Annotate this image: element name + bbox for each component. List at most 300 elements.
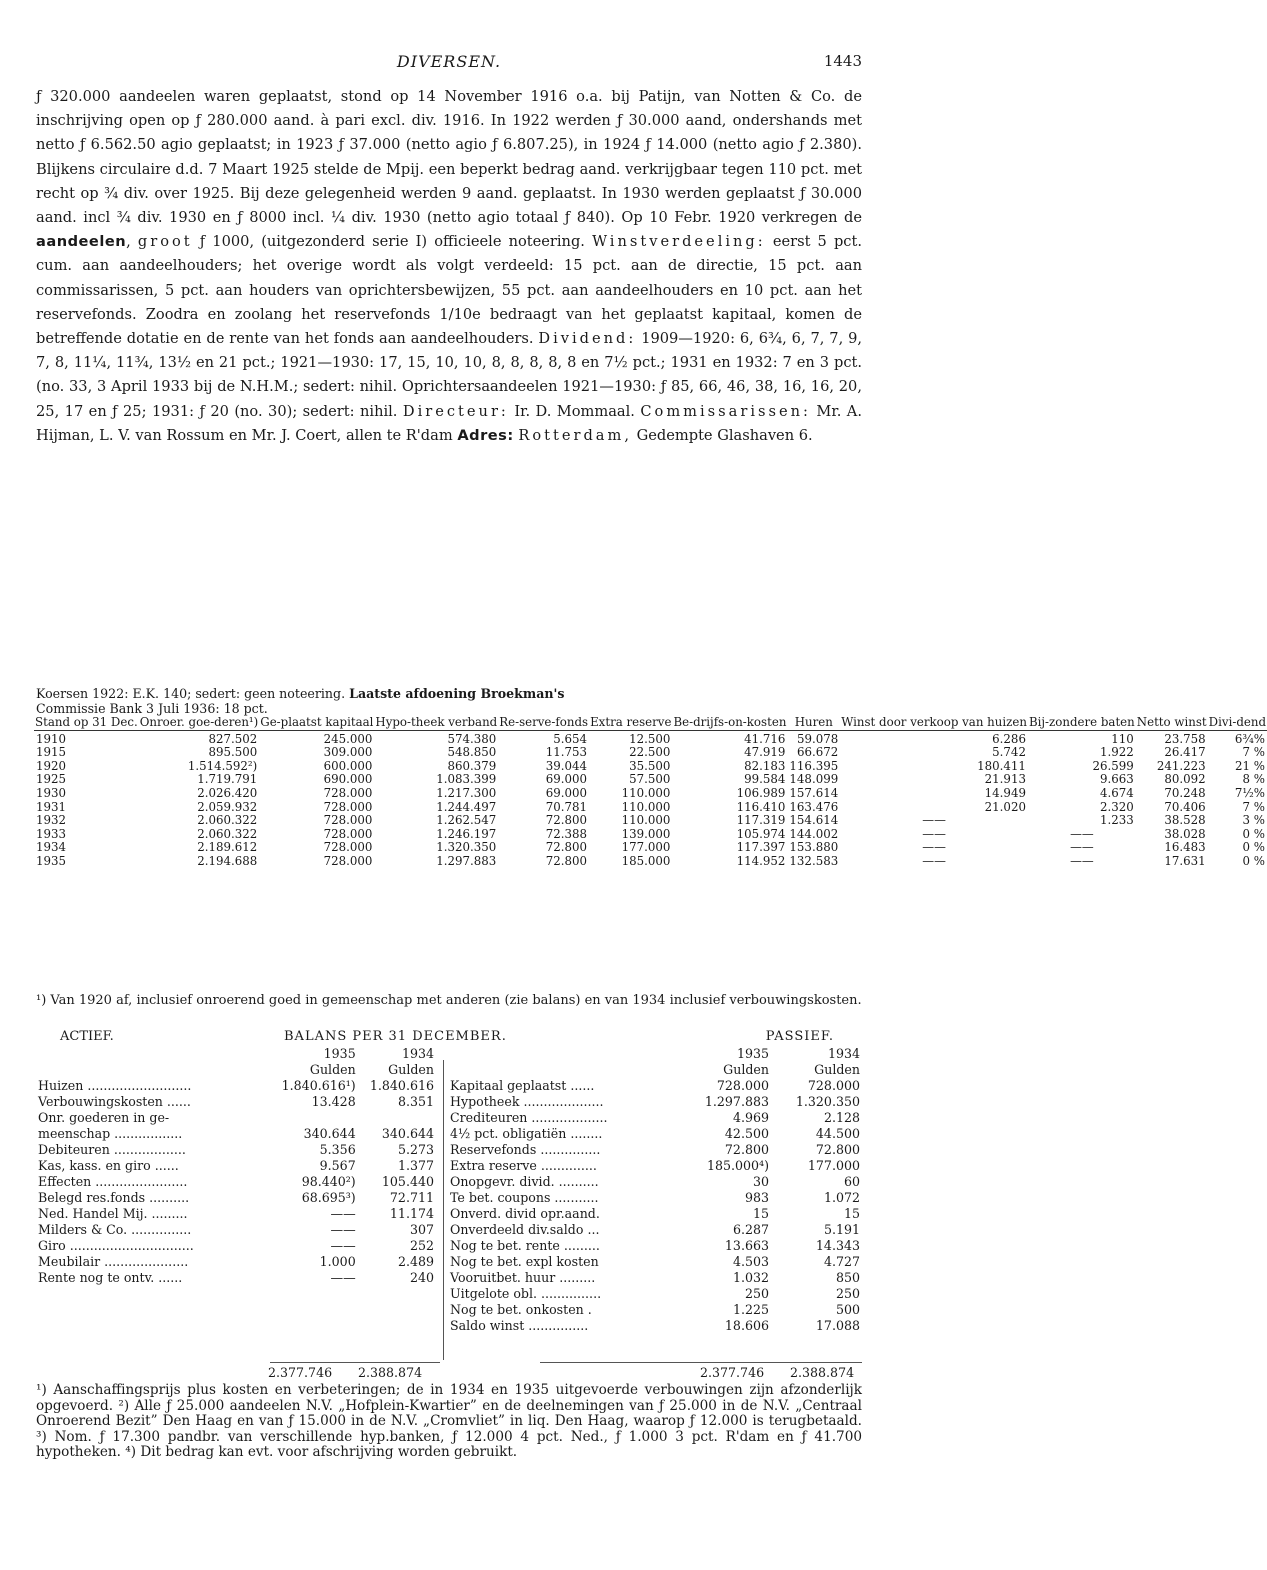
- table-column-header: Divi-dend: [1208, 715, 1267, 729]
- total-passief-1935: 2.377.746: [700, 1365, 765, 1380]
- table-row: [34, 841, 1267, 855]
- table-cell: 7 %: [1242, 745, 1266, 760]
- table-cell: 1.297.883: [436, 853, 497, 868]
- balance-row: [36, 1270, 436, 1286]
- table-cell: 116.410: [736, 799, 786, 814]
- table-cell: 7½%: [1234, 785, 1266, 800]
- table-cell: 14.949: [984, 785, 1026, 800]
- balance-row: [36, 1110, 436, 1126]
- balance-row: [448, 1318, 862, 1334]
- year-col: 1935: [323, 1046, 356, 1061]
- table-cell: 0 %: [1242, 853, 1266, 868]
- balance-item-label: Effecten .......................: [38, 1174, 188, 1189]
- body-text-6: Mr. A. Hijman, L. V. van Rossum en Mr. J. Coert, allen te R'dam: [36, 402, 862, 444]
- table-cell: ——: [1070, 853, 1094, 868]
- table-cell: 154.614: [789, 813, 839, 828]
- table-cell: 35.500: [629, 758, 671, 773]
- balance-item-value: 4.727: [823, 1254, 860, 1269]
- balance-item-value: ——: [330, 1222, 356, 1237]
- total-actief-1935: 2.377.746: [268, 1365, 333, 1380]
- table-footnote: ¹) Van 1920 af, inclusief onroerend goed in gemeenschap met anderen (zie balans) en van 1934 inclusief verbouwingskosten.: [36, 993, 862, 1008]
- table-cell: 728.000: [323, 785, 373, 800]
- table-cell: 70.781: [545, 799, 588, 814]
- balance-item-value: 2.128: [823, 1110, 860, 1125]
- balance-item-value: 18.606: [724, 1318, 769, 1333]
- balance-item-label: Ned. Handel Mij. .........: [38, 1206, 188, 1221]
- table-cell: 690.000: [323, 772, 373, 787]
- balance-item-label: Hypotheek ....................: [450, 1094, 604, 1109]
- balance-item-value: 1.840.616¹): [281, 1078, 356, 1093]
- balance-row: [448, 1190, 862, 1206]
- balance-item-value: 44.500: [815, 1126, 860, 1141]
- balance-row: [448, 1110, 862, 1126]
- table-cell: 1.320.350: [436, 840, 497, 855]
- table-row: [34, 814, 1267, 828]
- table-cell: ——: [922, 813, 946, 828]
- balance-item-label: Vooruitbet. huur .........: [450, 1270, 596, 1285]
- table-cell: 1.246.197: [436, 826, 497, 841]
- balance-row: [448, 1238, 862, 1254]
- balance-item-value: 1.320.350: [795, 1094, 860, 1109]
- balance-item-value: 850: [835, 1270, 860, 1285]
- keyword-winstverdeeling: Winstverdeeling:: [592, 233, 766, 251]
- table-cell: 22.500: [629, 745, 671, 760]
- balance-item-value: 8.351: [397, 1094, 434, 1109]
- table-cell: 827.502: [139, 730, 260, 746]
- balance-item-label: Onverd. divid opr.aand.: [450, 1206, 600, 1221]
- table-cell: 860.379: [447, 758, 497, 773]
- table-column-header: Re-serve-fonds: [499, 715, 589, 729]
- balance-item-value: ——: [330, 1206, 356, 1221]
- table-cell: 185.000: [621, 853, 671, 868]
- balance-item-value: 340.644: [303, 1126, 356, 1141]
- balance-item-label: Extra reserve ..............: [450, 1158, 597, 1173]
- table-cell: 1.217.300: [436, 785, 497, 800]
- body-text-1: ƒ 320.000 aandeelen waren geplaatst, stond op 14 November 1916 o.a. bij Patijn, van Notten & Co. de inschrijving open op ƒ 280.000 aand. à pari excl. div. 1916. In 1922 werden ƒ 30.000 aand, ondershands met netto ƒ 6.562.50 agio geplaatst; in 1923 ƒ 37.000 (netto agio ƒ 6.807.25), in 1924 ƒ 14.000 (netto agio ƒ 2.380). Blijkens circulaire d.d. 7 Maart 1925 stelde de Mpij. een beperkt bedrag aand. verkrijgbaar tegen 110 pct. met recht op ¾ div. over 1925. Bij deze gelegenheid werden 9 aand. geplaatst. In 1930 werden geplaatst ƒ 30.000 aand. incl ¾ div. 1930 en ƒ 8000 incl. ¼ div. 1930 (netto agio totaal ƒ 840). Op 10 Febr. 1920 verkregen de: [36, 88, 862, 227]
- table-cell: 153.880: [789, 840, 839, 855]
- table-cell: 2.189.612: [197, 840, 258, 855]
- table-cell: 12.500: [589, 730, 672, 746]
- table-cell: 47.919: [744, 745, 786, 760]
- balance-item-value: 72.711: [389, 1190, 434, 1205]
- keyword-groot: groot: [137, 233, 193, 251]
- table-cell: 1934: [36, 840, 67, 855]
- table-cell: 132.583: [789, 853, 839, 868]
- balance-item-value: 30: [752, 1174, 769, 1189]
- table-column-header: Stand op 31 Dec.: [35, 715, 138, 729]
- table-cell: 1925: [36, 772, 67, 787]
- table-cell: 1930: [36, 785, 67, 800]
- balance-item-label: Crediteuren ...................: [450, 1110, 608, 1125]
- table-cell: 117.319: [736, 813, 786, 828]
- table-cell: 728.000: [323, 813, 373, 828]
- table-cell: 72.800: [545, 840, 588, 855]
- table-row: [34, 730, 1267, 746]
- keyword-adres: Adres:: [457, 426, 514, 444]
- table-cell: ——: [922, 853, 946, 868]
- table-cell: 245.000: [259, 730, 374, 746]
- body-text-2: ƒ 1000, (uitgezonderd serie I) officieele noteering.: [199, 233, 585, 251]
- balance-item-value: 2.489: [397, 1254, 434, 1269]
- balance-title: BALANS PER 31 DECEMBER.: [284, 1029, 507, 1044]
- balance-item-value: 983: [744, 1190, 769, 1205]
- table-cell: 728.000: [323, 840, 373, 855]
- table-cell: 548.850: [447, 745, 497, 760]
- table-cell: 1915: [36, 745, 67, 760]
- table-cell: 1.514.592²): [187, 758, 258, 773]
- balance-row: [36, 1142, 436, 1158]
- total-passief-1934: 2.388.874: [790, 1365, 855, 1380]
- balance-item-label: Onr. goederen in ge-: [38, 1110, 170, 1125]
- table-cell: 11.753: [545, 745, 588, 760]
- balance-footnotes: ¹) Aanschaffingsprijs plus kosten en verbeteringen; de in 1934 en 1935 uitgevoerde verbouwingen zijn afzonderlijk opgevoerd. ²) Alle ƒ 25.000 aandeelen N.V. „Hofplein-Kwartier” en de deelnemingen van ƒ 25.000 in de N.V. „Centraal Onroerend Bezit” Den Haag en van ƒ 15.000 in de N.V. „Cromvliet” in liq. Den Haag, waarop ƒ 12.000 is terugbetaald. ³) Nom. ƒ 17.300 pandbr. van verschillende hyp.banken, ƒ 12.000 4 pct. Ned., ƒ 1.000 3 pct. R'dam en ƒ 41.700 hypotheken. ⁴) Dit bedrag kan evt. voor afschrijving worden gebruikt.: [36, 1382, 862, 1461]
- balance-item-label: Reservefonds ...............: [450, 1142, 601, 1157]
- balance-divider: [443, 1060, 444, 1360]
- table-cell: 241.223: [1156, 758, 1206, 773]
- table-cell: 106.989: [736, 785, 786, 800]
- table-cell: 1931: [36, 799, 67, 814]
- table-cell: 69.000: [545, 772, 588, 787]
- table-row: [34, 787, 1267, 801]
- table-cell: 72.800: [545, 853, 588, 868]
- balance-item-value: 728.000: [807, 1078, 860, 1093]
- balance-item-value: 11.174: [389, 1206, 434, 1221]
- table-cell: 66.672: [796, 745, 839, 760]
- table-cell: 80.092: [1164, 772, 1206, 787]
- year-col: 1934: [827, 1046, 860, 1061]
- balance-item-label: meenschap .................: [38, 1126, 183, 1141]
- balance-row: [36, 1190, 436, 1206]
- balance-item-value: 250: [835, 1286, 860, 1301]
- table-cell: 6.286: [840, 730, 1028, 746]
- table-cell: 16.483: [1164, 840, 1206, 855]
- balance-item-value: 5.356: [319, 1142, 356, 1157]
- passief-label: PASSIEF.: [765, 1029, 834, 1044]
- balance-item-label: Onopgevr. divid. ..........: [450, 1174, 599, 1189]
- balance-item-value: 15: [752, 1206, 769, 1221]
- table-column-header: Ge-plaatst kapitaal: [260, 715, 374, 729]
- table-cell: 110: [1028, 730, 1136, 746]
- balance-row: [36, 1238, 436, 1254]
- keyword-city: Rotterdam,: [518, 426, 632, 444]
- table-column-header: Hypo-theek verband: [375, 715, 498, 729]
- table-cell: 1.262.547: [436, 813, 497, 828]
- table-cell: 21 %: [1235, 758, 1266, 773]
- running-title: DIVERSEN.: [396, 52, 502, 71]
- balance-row: [36, 1222, 436, 1238]
- balance-item-value: 1.225: [732, 1302, 769, 1317]
- balance-row: [448, 1126, 862, 1142]
- table-cell: 6¾%: [1208, 730, 1267, 746]
- table-cell: 82.183: [744, 758, 786, 773]
- currency-col: Gulden: [309, 1062, 356, 1077]
- balance-item-value: 250: [744, 1286, 769, 1301]
- table-cell: 180.411: [977, 758, 1026, 773]
- balance-item-value: 17.088: [815, 1318, 860, 1333]
- table-cell: 148.099: [789, 772, 839, 787]
- balance-item-value: 5.191: [823, 1222, 860, 1237]
- table-cell: 2.026.420: [197, 785, 258, 800]
- table-cell: 99.584: [744, 772, 786, 787]
- balance-row: [448, 1222, 862, 1238]
- balance-item-value: 6.287: [732, 1222, 769, 1237]
- table-cell: 1910: [34, 730, 139, 746]
- year-col: 1935: [736, 1046, 769, 1061]
- balance-item-value: [268, 1110, 358, 1126]
- year-col: 1934: [401, 1046, 434, 1061]
- table-cell: 72.388: [545, 826, 588, 841]
- table-cell: 59.078: [787, 730, 840, 746]
- table-cell: 1933: [36, 826, 67, 841]
- balance-item-value: 42.500: [724, 1126, 769, 1141]
- balance-item-label: Saldo winst ...............: [450, 1318, 589, 1333]
- balance-row: [448, 1078, 862, 1094]
- balance-item-value: 13.663: [724, 1238, 769, 1253]
- balance-row: [448, 1270, 862, 1286]
- keyword-aandeelen: aandeelen: [36, 233, 127, 251]
- table-cell: 110.000: [621, 785, 671, 800]
- balance-item-value: 60: [843, 1174, 860, 1189]
- table-cell: 7 %: [1242, 799, 1266, 814]
- balance-item-value: 5.273: [397, 1142, 434, 1157]
- table-cell: 69.000: [545, 785, 588, 800]
- table-cell: 2.320: [1099, 799, 1134, 814]
- balance-item-value: 72.800: [724, 1142, 769, 1157]
- currency-col: Gulden: [388, 1062, 434, 1077]
- balance-item-value: ——: [330, 1270, 356, 1285]
- table-cell: 21.913: [984, 772, 1026, 787]
- table-cell: ——: [1070, 826, 1094, 841]
- table-cell: 2.194.688: [197, 853, 258, 868]
- table-cell: 2.059.932: [197, 799, 258, 814]
- table-cell: 1.719.791: [197, 772, 258, 787]
- balance-row: [36, 1254, 436, 1270]
- table-cell: ——: [922, 826, 946, 841]
- balance-item-value: 1.840.616: [369, 1078, 434, 1093]
- balance-item-value: 4.969: [732, 1110, 769, 1125]
- keyword-commissarissen: Commissarissen:: [640, 402, 811, 420]
- balance-item-value: 1.072: [823, 1190, 860, 1205]
- table-cell: 72.800: [545, 813, 588, 828]
- table-cell: ——: [1070, 840, 1094, 855]
- balance-row: [36, 1126, 436, 1142]
- table-cell: 163.476: [789, 799, 839, 814]
- table-cell: 41.716: [672, 730, 787, 746]
- table-cell: 1932: [36, 813, 67, 828]
- table-cell: 110.000: [621, 799, 671, 814]
- body-text-4: 1909—1920: 6, 6¾, 6, 7, 7, 9, 7, 8, 11¼, 11¾, 13½ en 21 pct.; 1921—1930: 17, 15, 10, 10, 8, 8, 8, 8, 8 en 7½ pct.; 1931 en 1932: 7 en 3 pct. (no. 33, 3 April 1933 bij de N.H.M.; sedert: nihil. Oprichtersaandeelen 1921—1930: ƒ 85, 66, 46, 38, 16, 16, 20, 25, 17 en ƒ 25; 1931: ƒ 20 (no. 30); sedert: nihil.: [36, 330, 863, 420]
- balance-row: [448, 1206, 862, 1222]
- table-cell: 3 %: [1242, 813, 1266, 828]
- balance-actief-table: [36, 1046, 436, 1286]
- table-cell: 0 %: [1242, 826, 1266, 841]
- balance-item-label: Giro ...............................: [38, 1238, 194, 1253]
- table-cell: 728.000: [323, 826, 373, 841]
- table-cell: 728.000: [323, 853, 373, 868]
- balance-row: [448, 1142, 862, 1158]
- balance-row: [36, 1078, 436, 1094]
- balance-item-label: Nog te bet. rente .........: [450, 1238, 600, 1253]
- balance-item-value: 9.567: [319, 1158, 356, 1173]
- currency-col: Gulden: [723, 1062, 769, 1077]
- table-cell: 70.406: [1164, 799, 1206, 814]
- balance-item-value: 68.695³): [301, 1190, 356, 1205]
- balance-item-value: ——: [330, 1238, 356, 1253]
- table-cell: 26.417: [1164, 745, 1206, 760]
- table-cell: 114.952: [736, 853, 786, 868]
- balance-total-rule: [270, 1362, 862, 1363]
- table-cell: 895.500: [208, 745, 258, 760]
- table-cell: 9.663: [1099, 772, 1134, 787]
- table-cell: 38.028: [1164, 826, 1206, 841]
- table-cell: 39.044: [545, 758, 588, 773]
- table-cell: 177.000: [621, 840, 671, 855]
- table-row: [34, 801, 1267, 815]
- table-cell: 57.500: [629, 772, 671, 787]
- balance-item-value: 98.440²): [301, 1174, 356, 1189]
- balance-item-value: 252: [409, 1238, 434, 1253]
- table-cell: ——: [922, 840, 946, 855]
- keyword-dividend: Dividend:: [538, 330, 637, 348]
- body-text-5: Ir. D. Mommaal.: [514, 402, 635, 420]
- body-text-7: Gedempte Glashaven 6.: [636, 426, 813, 444]
- table-cell: 144.002: [789, 826, 839, 841]
- table-cell: 728.000: [323, 799, 373, 814]
- balance-item-value: 1.032: [732, 1270, 769, 1285]
- statistics-table: [34, 716, 1267, 869]
- table-cell: 1920: [36, 758, 67, 773]
- balance-row: [36, 1094, 436, 1110]
- table-cell: 600.000: [323, 758, 373, 773]
- koersen-line: [36, 686, 862, 701]
- table-row: [34, 746, 1267, 760]
- balance-item-value: 4.503: [732, 1254, 769, 1269]
- table-cell: 38.528: [1164, 813, 1206, 828]
- balance-passief-table: [448, 1046, 862, 1334]
- balance-item-value: 177.000: [807, 1158, 860, 1173]
- balance-heading: [36, 1029, 862, 1047]
- balance-item-label: Nog te bet. expl kosten: [450, 1254, 599, 1269]
- table-cell: 1.922: [1099, 745, 1134, 760]
- table-header-row: [34, 716, 1267, 730]
- table-body: [34, 730, 1267, 868]
- table-column-header: Onroer. goe-deren¹): [139, 715, 259, 729]
- balance-item-value: [358, 1110, 436, 1126]
- balance-item-value: 1.377: [397, 1158, 434, 1173]
- balance-item-value: 307: [409, 1222, 434, 1237]
- balance-row: [36, 1174, 436, 1190]
- commissie-line: Commissie Bank 3 Juli 1936: 18 pct.: [36, 701, 268, 716]
- table-cell: 139.000: [621, 826, 671, 841]
- table-cell: 105.974: [736, 826, 786, 841]
- table-row: [34, 828, 1267, 842]
- table-cell: 8 %: [1242, 772, 1266, 787]
- table-cell: 574.380: [374, 730, 498, 746]
- balance-item-value: 500: [835, 1302, 860, 1317]
- balance-item-value: 1.297.883: [704, 1094, 769, 1109]
- balance-item-label: Huizen ..........................: [38, 1078, 192, 1093]
- table-cell: 5.742: [992, 745, 1026, 760]
- table-row: [34, 760, 1267, 774]
- table-column-header: Bij-zondere baten: [1028, 715, 1135, 729]
- page-number: 1443: [823, 52, 862, 70]
- balance-row: [36, 1206, 436, 1222]
- balance-item-value: 728.000: [716, 1078, 769, 1093]
- balance-item-value: 185.000⁴): [706, 1158, 769, 1173]
- balance-row: [36, 1158, 436, 1174]
- balance-item-label: Milders & Co. ...............: [38, 1222, 192, 1237]
- balance-item-value: 340.644: [381, 1126, 434, 1141]
- table-cell: 1.083.399: [436, 772, 497, 787]
- balance-row: [448, 1254, 862, 1270]
- actief-label: ACTIEF.: [60, 1029, 114, 1044]
- table-column-header: Huren: [794, 715, 833, 729]
- total-actief-1934: 2.388.874: [358, 1365, 423, 1380]
- balance-item-value: 72.800: [815, 1142, 860, 1157]
- balance-item-label: Nog te bet. onkosten .: [450, 1302, 592, 1317]
- table-cell: 1.233: [1099, 813, 1134, 828]
- balance-item-label: Onverdeeld div.saldo ...: [450, 1222, 600, 1237]
- keyword-directeur: Directeur:: [402, 402, 509, 420]
- balance-item-value: 105.440: [381, 1174, 434, 1189]
- balance-item-label: Belegd res.fonds ..........: [38, 1190, 190, 1205]
- table-cell: 2.060.322: [197, 813, 258, 828]
- table-cell: 2.060.322: [197, 826, 258, 841]
- balance-item-label: Kapitaal geplaatst ......: [450, 1078, 595, 1093]
- balance-item-label: Uitgelote obl. ...............: [450, 1286, 602, 1301]
- currency-col: Gulden: [814, 1062, 860, 1077]
- table-cell: 1.244.497: [436, 799, 497, 814]
- table-column-header: Be-drijfs-on-kosten: [673, 715, 787, 729]
- balance-item-label: Kas, kass. en giro ......: [38, 1158, 179, 1173]
- table-row: [34, 855, 1267, 869]
- table-cell: 117.397: [736, 840, 786, 855]
- table-cell: 157.614: [789, 785, 839, 800]
- table-cell: 23.758: [1136, 730, 1208, 746]
- balance-item-value: 1.000: [319, 1254, 356, 1269]
- balance-row: [448, 1094, 862, 1110]
- table-cell: 4.674: [1099, 785, 1134, 800]
- balance-item-label: Debiteuren ..................: [38, 1142, 186, 1157]
- body-text-3: eerst 5 pct. cum. aan aandeelhouders; het overige wordt als volgt verdeeld: 15 pct. aan de directie, 15 pct. aan commissarissen, 5 pct. aan houders van oprichtersbewijzen, 55 pct. aan aandeelhouders en 10 pct. aan het reservefonds. Zoodra en zoolang het reservefonds 1/10e bedraagt van het geplaatst kapitaal, komen de betreffende dotatie en de rente van het fonds aan aandeelhouders.: [36, 233, 862, 348]
- balance-item-label: Verbouwingskosten ......: [38, 1094, 191, 1109]
- table-column-header: Extra reserve: [590, 715, 672, 729]
- balance-item-label: Rente nog te ontv. ......: [38, 1270, 183, 1285]
- table-cell: 21.020: [984, 799, 1026, 814]
- balance-item-value: 14.343: [815, 1238, 860, 1253]
- afdoening-text: Laatste afdoening Broekman's: [349, 686, 565, 701]
- table-cell: 309.000: [323, 745, 373, 760]
- balance-row: [448, 1286, 862, 1302]
- table-cell: 70.248: [1164, 785, 1206, 800]
- koersen-text: Koersen 1922: E.K. 140; sedert: geen noteering.: [36, 686, 346, 701]
- balance-row: [448, 1302, 862, 1318]
- table-cell: 17.631: [1164, 853, 1206, 868]
- table-column-header: Netto winst: [1136, 715, 1207, 729]
- table-cell: 0 %: [1242, 840, 1266, 855]
- balance-item-value: 240: [409, 1270, 434, 1285]
- table-cell: 110.000: [621, 813, 671, 828]
- table-row: [34, 773, 1267, 787]
- page-header: [36, 52, 862, 76]
- balance-item-label: 4½ pct. obligatiën ........: [450, 1126, 603, 1141]
- table-cell: 26.599: [1092, 758, 1134, 773]
- table-cell: 1935: [36, 853, 67, 868]
- balance-item-value: 15: [843, 1206, 860, 1221]
- balance-row: [448, 1158, 862, 1174]
- table-cell: 116.395: [789, 758, 839, 773]
- table-column-header: Winst door verkoop van huizen: [841, 715, 1027, 729]
